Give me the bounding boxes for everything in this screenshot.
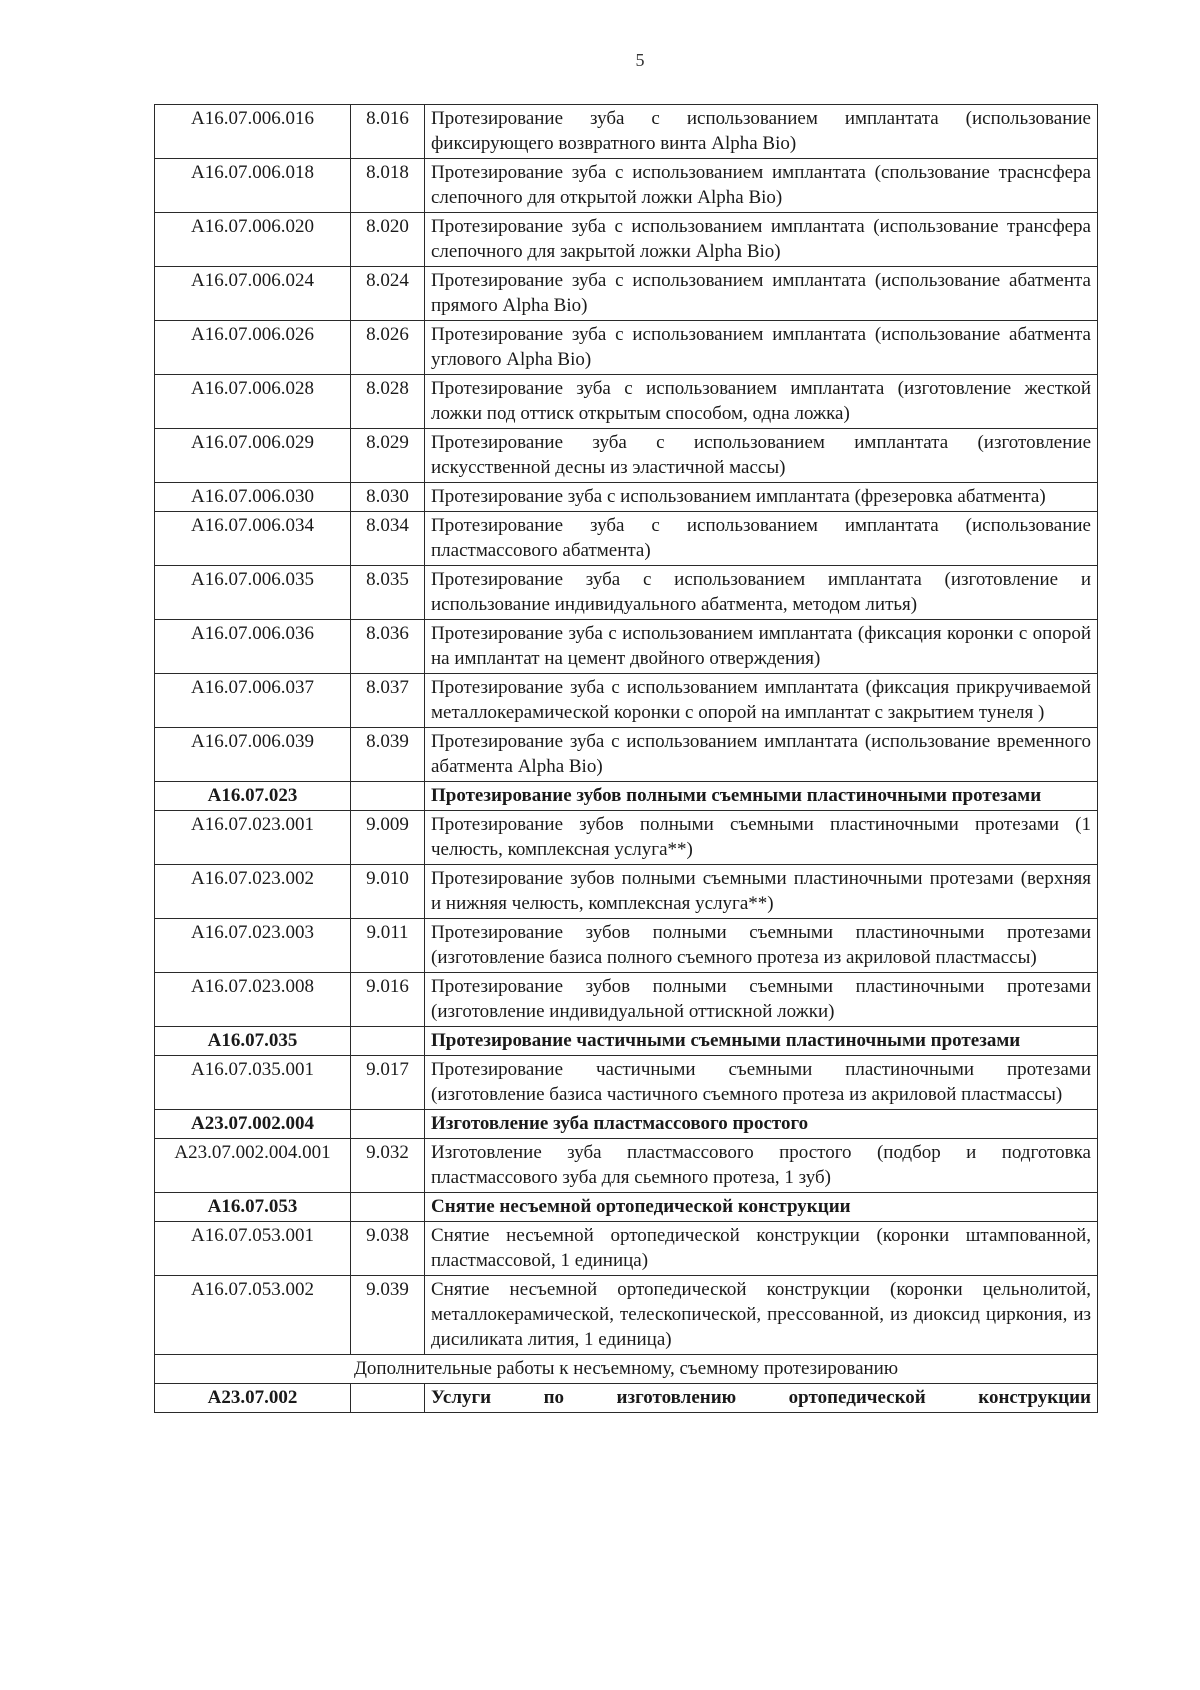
service-code-cell: А16.07.006.039: [155, 728, 351, 782]
group-row: [155, 782, 1098, 811]
table-row: [155, 674, 1098, 728]
item-number-cell: 9.016: [351, 973, 425, 1027]
service-description-cell: Услуги по изготовлению ортопедической конструкции: [425, 1384, 1098, 1413]
table-row: [155, 1056, 1098, 1110]
section-heading: Дополнительные работы к несъемному, съемному протезированию: [155, 1355, 1098, 1384]
service-description-cell: Протезирование частичными съемными пластиночными протезами (изготовление базиса частичного съемного протеза из акриловой пластмассы): [425, 1056, 1098, 1110]
table-row: [155, 919, 1098, 973]
table-row: [155, 213, 1098, 267]
service-code-cell: А16.07.023.003: [155, 919, 351, 973]
item-number-cell: 8.028: [351, 375, 425, 429]
service-description-cell: Изготовление зуба пластмассового простого: [425, 1110, 1098, 1139]
service-description-cell: Протезирование зубов полными съемными пластиночными протезами (верхняя и нижняя челюсть, комплексная услуга**): [425, 865, 1098, 919]
service-code-cell: А23.07.002.004: [155, 1110, 351, 1139]
table-row: [155, 566, 1098, 620]
table-row: [155, 512, 1098, 566]
service-description-cell: Протезирование зубов полными съемными пластиночными протезами (изготовление базиса полного съемного протеза из акриловой пластмассы): [425, 919, 1098, 973]
table-row: [155, 375, 1098, 429]
service-code-cell: А16.07.006.026: [155, 321, 351, 375]
service-code-cell: А16.07.035.001: [155, 1056, 351, 1110]
service-code-cell: А16.07.006.037: [155, 674, 351, 728]
service-code-cell: А16.07.053.001: [155, 1222, 351, 1276]
item-number-cell: 8.029: [351, 429, 425, 483]
item-number-cell: [351, 782, 425, 811]
group-row: [155, 1110, 1098, 1139]
service-description-cell: Протезирование зуба с использованием имплантата (использование абатмента прямого Alpha Bio): [425, 267, 1098, 321]
service-code-cell: А16.07.006.018: [155, 159, 351, 213]
service-description-cell: Протезирование зубов полными съемными пластиночными протезами (1 челюсть, комплексная услуга**): [425, 811, 1098, 865]
table-row: [155, 811, 1098, 865]
service-description-cell: Протезирование зубов полными съемными пластиночными протезами (изготовление индивидуальной оттискной ложки): [425, 973, 1098, 1027]
table-row: [155, 620, 1098, 674]
service-code-cell: А16.07.053.002: [155, 1276, 351, 1355]
table-row: [155, 865, 1098, 919]
group-row: [155, 1027, 1098, 1056]
service-description-cell: Изготовление зуба пластмассового простого (подбор и подготовка пластмассового зуба для сьемного протеза, 1 зуб): [425, 1139, 1098, 1193]
item-number-cell: 8.018: [351, 159, 425, 213]
service-code-cell: А16.07.023: [155, 782, 351, 811]
item-number-cell: [351, 1384, 425, 1413]
item-number-cell: 9.032: [351, 1139, 425, 1193]
service-code-cell: А16.07.006.030: [155, 483, 351, 512]
item-number-cell: [351, 1027, 425, 1056]
service-description-cell: Протезирование зуба с использованием имплантата (использование фиксирующего возвратного винта Alpha Bio): [425, 105, 1098, 159]
service-code-cell: А16.07.006.035: [155, 566, 351, 620]
service-description-cell: Протезирование зуба с использованием имплантата (использование пластмассового абатмента): [425, 512, 1098, 566]
item-number-cell: 9.009: [351, 811, 425, 865]
group-row: [155, 1384, 1098, 1413]
item-number-cell: 9.039: [351, 1276, 425, 1355]
item-number-cell: 8.030: [351, 483, 425, 512]
item-number-cell: 8.036: [351, 620, 425, 674]
service-description-cell: Протезирование зуба с использованием имплантата (использование абатмента углового Alpha Bio): [425, 321, 1098, 375]
item-number-cell: 8.035: [351, 566, 425, 620]
service-description-cell: Протезирование частичными съемными пластиночными протезами: [425, 1027, 1098, 1056]
service-code-cell: А16.07.035: [155, 1027, 351, 1056]
service-description-cell: Протезирование зуба с использованием имплантата (фиксация прикручиваемой металлокерамической коронки с опорой на имплантат с закрытием тунеля ): [425, 674, 1098, 728]
table-row: [155, 973, 1098, 1027]
service-code-cell: А16.07.006.036: [155, 620, 351, 674]
service-code-cell: А16.07.023.002: [155, 865, 351, 919]
service-code-cell: А23.07.002.004.001: [155, 1139, 351, 1193]
item-number-cell: 8.039: [351, 728, 425, 782]
service-code-cell: А16.07.006.034: [155, 512, 351, 566]
item-number-cell: 8.020: [351, 213, 425, 267]
table-row: [155, 267, 1098, 321]
item-number-cell: 8.034: [351, 512, 425, 566]
item-number-cell: 9.011: [351, 919, 425, 973]
page-number: 5: [635, 50, 645, 70]
table-row: [155, 159, 1098, 213]
price-list-table: [154, 104, 1098, 1413]
service-code-cell: А16.07.006.024: [155, 267, 351, 321]
table-row: [155, 321, 1098, 375]
item-number-cell: [351, 1110, 425, 1139]
service-description-cell: Протезирование зуба с использованием имплантата (изготовление жесткой ложки под оттиск открытым способом, одна ложка): [425, 375, 1098, 429]
service-description-cell: Протезирование зуба с использованием имплантата (фиксация коронки с опорой на имплантат на цемент двойного отверждения): [425, 620, 1098, 674]
service-code-cell: А16.07.006.020: [155, 213, 351, 267]
service-description-cell: Снятие несъемной ортопедической конструкции (коронки цельнолитой, металлокерамической, телескопической, прессованной, из диоксид циркония, из дисиликата лития, 1 единица): [425, 1276, 1098, 1355]
service-description-cell: Протезирование зуба с использованием имплантата (изготовление и использование индивидуального абатмента, методом литья): [425, 566, 1098, 620]
item-number-cell: 9.017: [351, 1056, 425, 1110]
table-row: [155, 105, 1098, 159]
table-row: [155, 1222, 1098, 1276]
table-row: [155, 1139, 1098, 1193]
service-description-cell: Снятие несъемной ортопедической конструкции (коронки штампованной, пластмассовой, 1 единица): [425, 1222, 1098, 1276]
table-row: [155, 1276, 1098, 1355]
item-number-cell: [351, 1193, 425, 1222]
service-code-cell: А16.07.023.008: [155, 973, 351, 1027]
service-description-cell: Протезирование зубов полными съемными пластиночными протезами: [425, 782, 1098, 811]
table-row: [155, 429, 1098, 483]
service-description-cell: Протезирование зуба с использованием имплантата (спользование траснсфера слепочного для открытой ложки Alpha Bio): [425, 159, 1098, 213]
service-description-cell: Протезирование зуба с использованием имплантата (фрезеровка абатмента): [425, 483, 1098, 512]
service-code-cell: А16.07.006.028: [155, 375, 351, 429]
service-description-cell: Протезирование зуба с использованием имплантата (использование трансфера слепочного для закрытой ложки Alpha Bio): [425, 213, 1098, 267]
service-description-cell: Протезирование зуба с использованием имплантата (изготовление искусственной десны из эластичной массы): [425, 429, 1098, 483]
item-number-cell: 9.038: [351, 1222, 425, 1276]
item-number-cell: 8.024: [351, 267, 425, 321]
section-heading-row: [155, 1355, 1098, 1384]
item-number-cell: 8.037: [351, 674, 425, 728]
service-description-cell: Снятие несъемной ортопедической конструкции: [425, 1193, 1098, 1222]
item-number-cell: 8.026: [351, 321, 425, 375]
service-code-cell: А16.07.006.016: [155, 105, 351, 159]
service-code-cell: А16.07.053: [155, 1193, 351, 1222]
item-number-cell: 8.016: [351, 105, 425, 159]
service-code-cell: А16.07.023.001: [155, 811, 351, 865]
service-code-cell: А16.07.006.029: [155, 429, 351, 483]
table-row: [155, 728, 1098, 782]
service-description-cell: Протезирование зуба с использованием имплантата (использование временного абатмента Alpha Bio): [425, 728, 1098, 782]
price-list-body: [155, 105, 1098, 1413]
service-code-cell: А23.07.002: [155, 1384, 351, 1413]
table-row: [155, 483, 1098, 512]
group-row: [155, 1193, 1098, 1222]
item-number-cell: 9.010: [351, 865, 425, 919]
